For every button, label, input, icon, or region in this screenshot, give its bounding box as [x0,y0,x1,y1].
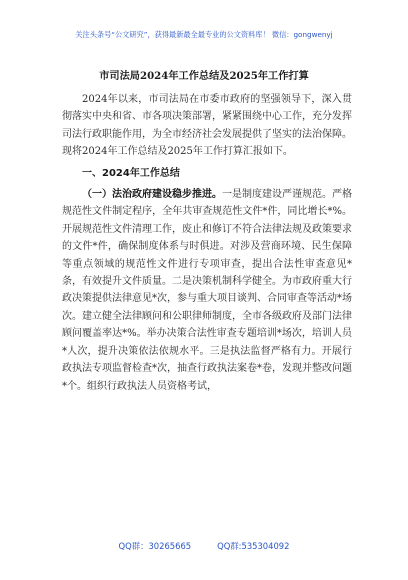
subsection-heading: （一）法治政府建设稳步推进。 [82,189,222,201]
subsection-body: 一是制度建设严谨规范。严格规范性文件制定程序，全年共审查规范性文件*件，同比增长*%。开展规范性文件清理工作，废止和修订不符合法律法规及政策要求的文件*件，确保制度体系与时俱进。对涉及营商环境、民生保障等重点领域的规范性文件进行专项审查，提出合法性审查意见*条，有效提升文件质量。二是决策机制科学健全。为市政府重大行政决策提供法律意见*次，参与重大项目谈判、合同审查等活动*场次。建立健全法律顾问和公职律师制度，全市各级政府及部门法律顾问覆盖率达*%。举办决策合法性审查专题培训*场次，培训人员*人次，提升决策依法依规水平。三是执法监督严格有力。开展行政执法专项监督检查*次，抽查行政执法案卷*卷，发现并整改问题*个。组织行政执法人员资格考试， [62,189,352,392]
subsection-paragraph [62,186,352,395]
qq-footer [0,540,408,552]
document-title: 市司法局2024年工作总结及2025年工作打算 [99,70,309,82]
intro-paragraph: 2024年以来，市司法局在市委市政府的坚强领导下，深入贯彻落实中央和省、市各项决策部署，紧紧围绕中心工作，充分发挥司法行政职能作用，为全市经济社会发展提供了坚实的法治保障。现将2024年工作总结及2025年工作打算汇报如下。 [62,94,352,158]
qq-group-2: QQ群:535304092 [217,541,290,551]
document-body [62,91,352,395]
promo-banner: 关注头条号“公文研究”，获得最新最全最专业的公文资料库！ 微信：gongwenyj [75,30,333,39]
section-heading: 一、2024年工作总结 [82,167,180,179]
qq-group-1: QQ群：30265665 [118,541,192,551]
